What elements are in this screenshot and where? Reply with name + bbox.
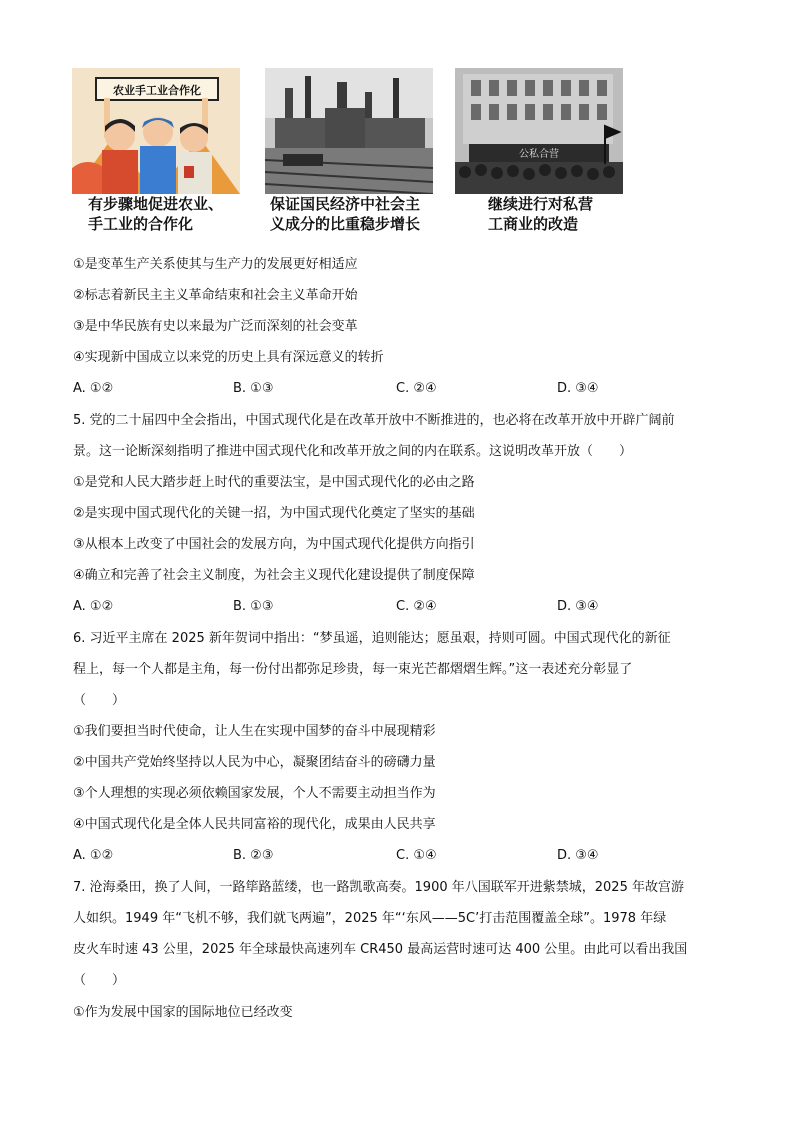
q6-item-2: ②中国共产党始终坚持以人民为中心，凝聚团结奋斗的磅礴力量 [73,755,436,770]
q7-stem-line-2: 人如织。1949 年“飞机不够，我们就飞两遍”，2025 年“‘东风——5C’打击范围覆盖全球”。1978 年绿 [73,911,667,926]
q4-item-1: ①是变革生产关系使其与生产力的发展更好相适应 [73,257,358,272]
caption-image-3 [488,194,593,234]
q4-option-a[interactable]: A. ①② [73,381,114,396]
q6-stem-line-2: 程上，每一个人都是主角，每一份付出都弥足珍贵，每一束光芒都熠熠生辉。”这一表述充分彰显了 [73,662,633,677]
q4-item-2: ②标志着新民主主义革命结束和社会主义革命开始 [73,288,358,303]
q6-item-3: ③个人理想的实现必须依赖国家发展，个人不需要主动担当作为 [73,786,436,801]
poster-banner-text: 农业手工业合作化 [113,84,201,97]
poster-image-cooperation [72,68,240,194]
q6-item-4: ④中国式现代化是全体人民共同富裕的现代化，成果由人民共享 [73,817,436,832]
caption-image-1 [88,194,223,234]
q5-option-a[interactable]: A. ①② [73,599,114,614]
q6-item-1: ①我们要担当时代使命，让人生在实现中国梦的奋斗中展现精彩 [73,724,436,739]
q4-option-d[interactable]: D. ③④ [557,381,599,396]
q5-option-d[interactable]: D. ③④ [557,599,599,614]
caption-line: 义成分的比重稳步增长 [270,215,421,233]
q5-option-b[interactable]: B. ①③ [233,599,274,614]
q7-stem-line-1: 7. 沧海桑田，换了人间，一路筚路蓝缕，也一路凯歌高奏。1900 年八国联军开进紫禁城，2025 年故宫游 [73,880,684,895]
caption-image-2 [270,194,420,234]
q6-option-a[interactable]: A. ①② [73,848,114,863]
q4-option-b[interactable]: B. ①③ [233,381,274,396]
q4-item-4: ④实现新中国成立以来党的历史上具有深远意义的转折 [73,350,384,365]
caption-line: 工商业的改造 [488,215,579,233]
q5-option-c[interactable]: C. ②④ [396,599,437,614]
q5-item-2: ②是实现中国式现代化的关键一招，为中国式现代化奠定了坚实的基础 [73,506,475,521]
q6-stem-line-1: 6. 习近平主席在 2025 新年贺词中指出：“梦虽遥，追则能达；愿虽艰，持则可圆。中国式现代化的新征 [73,631,671,646]
caption-line: 保证国民经济中社会主 [270,195,421,213]
q5-stem-line-2: 景。这一论断深刻指明了推进中国式现代化和改革开放之间的内在联系。这说明改革开放（ ） [73,444,633,459]
q5-item-1: ①是党和人民大踏步赶上时代的重要法宝，是中国式现代化的必由之路 [73,475,475,490]
q6-option-c[interactable]: C. ①④ [396,848,437,863]
q4-item-3: ③是中华民族有史以来最为广泛而深刻的社会变革 [73,319,358,334]
caption-line: 继续进行对私营 [488,195,594,213]
q6-option-b[interactable]: B. ②③ [233,848,274,863]
q7-stem-line-3: 皮火车时速 43 公里，2025 年全球最快高速列车 CR450 最高运营时速可达 400 公里。由此可以看出我国 [73,942,688,957]
q6-option-d[interactable]: D. ③④ [557,848,599,863]
banner-text: 公私合营 [519,149,559,160]
q4-option-c[interactable]: C. ②④ [396,381,437,396]
q7-stem-line-4: （ ） [73,973,126,988]
q5-item-3: ③从根本上改变了中国社会的发展方向，为中国式现代化提供方向指引 [73,537,475,552]
q5-item-4: ④确立和完善了社会主义制度，为社会主义现代化建设提供了制度保障 [73,568,475,583]
photo-public-private-partnership [455,68,623,194]
caption-line: 有步骤地促进农业、 [88,195,224,213]
q5-stem-line-1: 5. 党的二十届四中全会指出，中国式现代化是在改革开放中不断推进的，也必将在改革开放中开辟广阔前 [73,413,675,428]
q6-stem-line-3: （ ） [73,693,126,708]
photo-industrial-plant [265,68,433,194]
caption-line: 手工业的合作化 [88,215,194,233]
q7-item-1: ①作为发展中国家的国际地位已经改变 [73,1005,293,1020]
